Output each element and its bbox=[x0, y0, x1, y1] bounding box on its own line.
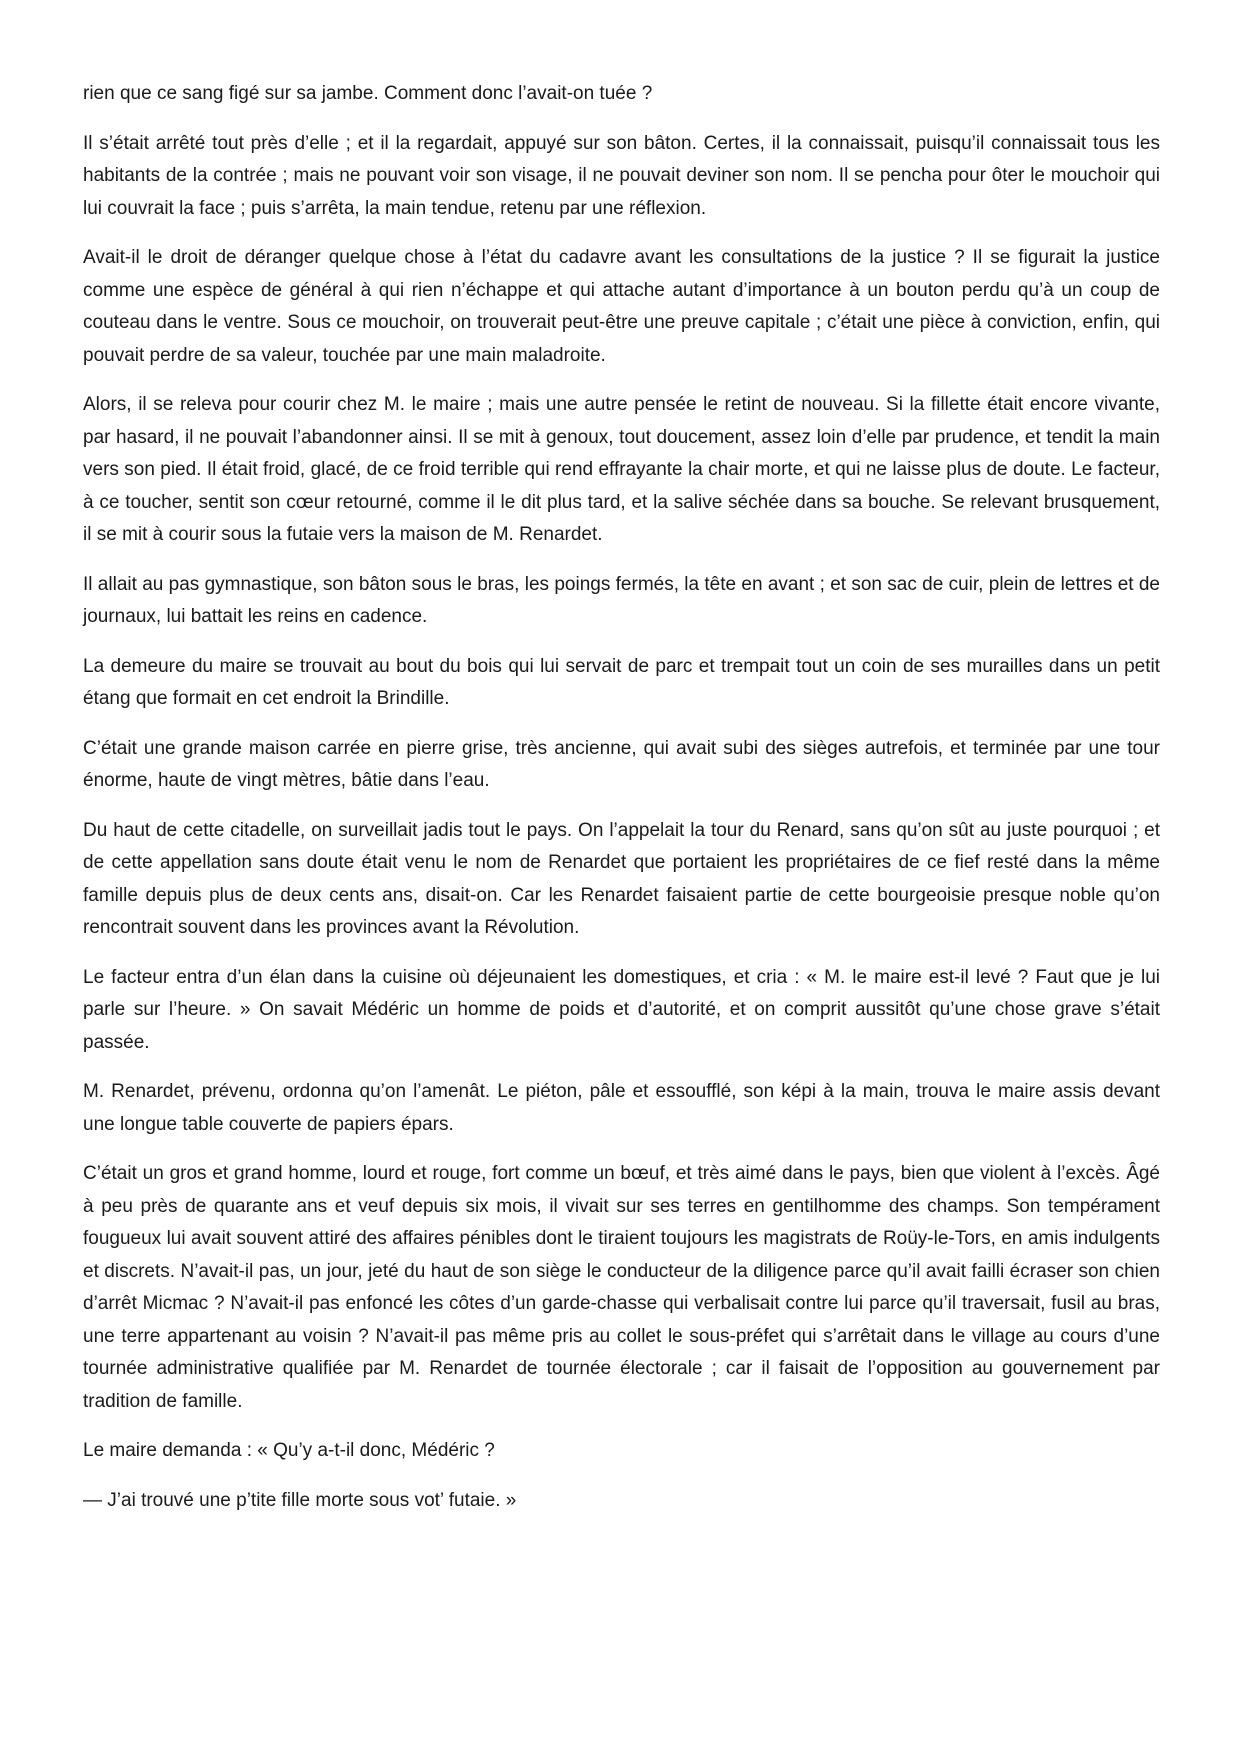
paragraph-3: Avait-il le droit de déranger quelque chose à l’état du cadavre avant les consultations de la justice ? Il se figurait la justice comme une espèce de général à qui rien n’échappe et qui attache autant d’importance à un bouton perdu qu’à un coup de couteau dans le ventre. Sous ce mouchoir, on trouverait peut-être une preuve capitale ; c’était une pièce à conviction, enfin, qui pouvait perdre de sa valeur, touchée par une main maladroite. bbox=[83, 247, 1160, 366]
paragraph-8: Du haut de cette citadelle, on surveillait jadis tout le pays. On l’appelait la tour du Renard, sans qu’on sût au juste pourquoi ; et de cette appellation sans doute était venu le nom de Renardet que portaient les propriétaires de ce fief resté dans la même famille depuis plus de deux cents ans, disait-on. Car les Renardet faisaient partie de cette bourgeoisie presque noble qu’on rencontrait souvent dans les provinces avant la Révolution. bbox=[83, 819, 1160, 938]
paragraph-7: C’était une grande maison carrée en pierre grise, très ancienne, qui avait subi des sièges autrefois, et terminée par une tour énorme, haute de vingt mètres, bâtie dans l’eau. bbox=[83, 737, 1160, 791]
paragraph-6: La demeure du maire se trouvait au bout du bois qui lui servait de parc et trempait tout un coin de ses murailles dans un petit étang que formait en cet endroit la Brindille. bbox=[83, 655, 1160, 709]
document-page bbox=[83, 78, 1160, 1534]
paragraph-2: Il s’était arrêté tout près d’elle ; et il la regardait, appuyé sur son bâton. Certes, il la connaissait, puisqu’il connaissait tous les habitants de la contrée ; mais ne pouvant voir son visage, il ne pouvait deviner son nom. Il se pencha pour ôter le mouchoir qui lui couvrait la face ; puis s’arrêta, la main tendue, retenu par une réflexion. bbox=[83, 132, 1160, 219]
paragraph-5: Il allait au pas gymnastique, son bâton sous le bras, les poings fermés, la tête en avant ; et son sac de cuir, plein de lettres et de journaux, lui battait les reins en cadence. bbox=[83, 573, 1160, 627]
paragraph-11: C’était un gros et grand homme, lourd et rouge, fort comme un bœuf, et très aimé dans le pays, bien que violent à l’excès. Âgé à peu près de quarante ans et veuf depuis six mois, il vivait sur ses terres en gentilhomme des champs. Son tempérament fougueux lui avait souvent attiré des affaires pénibles dont le tiraient toujours les magistrats de Roüy-le-Tors, en amis indulgents et discrets. N’avait-il pas, un jour, jeté du haut de son siège le conducteur de la diligence parce qu’il avait failli écraser son chien d’arrêt Micmac ? N’avait-il pas enfoncé les côtes d’un garde-chasse qui verbalisait contre lui parce qu’il traversait, fusil au bras, une terre appartenant au voisin ? N’avait-il pas même pris au collet le sous-préfet qui s’arrêtait dans le village au cours d’une tournée administrative qualifiée par M. Renardet de tournée électorale ; car il faisait de l’opposition au gouvernement par tradition de famille. bbox=[83, 1163, 1160, 1412]
paragraph-4: Alors, il se releva pour courir chez M. le maire ; mais une autre pensée le retint de nouveau. Si la fillette était encore vivante, par hasard, il ne pouvait l’abandonner ainsi. Il se mit à genoux, tout doucement, assez loin d’elle par prudence, et tendit la main vers son pied. Il était froid, glacé, de ce froid terrible qui rend effrayante la chair morte, et qui ne laisse plus de doute. Le facteur, à ce toucher, sentit son cœur retourné, comme il le dit plus tard, et la salive séchée dans sa bouche. Se relevant brusquement, il se mit à courir sous la futaie vers la maison de M. Renardet. bbox=[83, 394, 1160, 545]
paragraph-9: Le facteur entra d’un élan dans la cuisine où déjeunaient les domestiques, et cria : « M. le maire est-il levé ? Faut que je lui parle sur l’heure. » On savait Médéric un homme de poids et d’autorité, et on comprit aussitôt qu’une chose grave s’était passée. bbox=[83, 966, 1160, 1053]
paragraph-13: — J’ai trouvé une p’tite fille morte sous vot’ futaie. » bbox=[83, 1489, 517, 1511]
paragraph-12: Le maire demanda : « Qu’y a-t-il donc, Médéric ? bbox=[83, 1440, 495, 1461]
paragraph-1: rien que ce sang figé sur sa jambe. Comment donc l’avait-on tuée ? bbox=[83, 83, 653, 104]
paragraph-10: M. Renardet, prévenu, ordonna qu’on l’amenât. Le piéton, pâle et essoufflé, son képi à la main, trouva le maire assis devant une longue table couverte de papiers épars. bbox=[83, 1081, 1160, 1135]
